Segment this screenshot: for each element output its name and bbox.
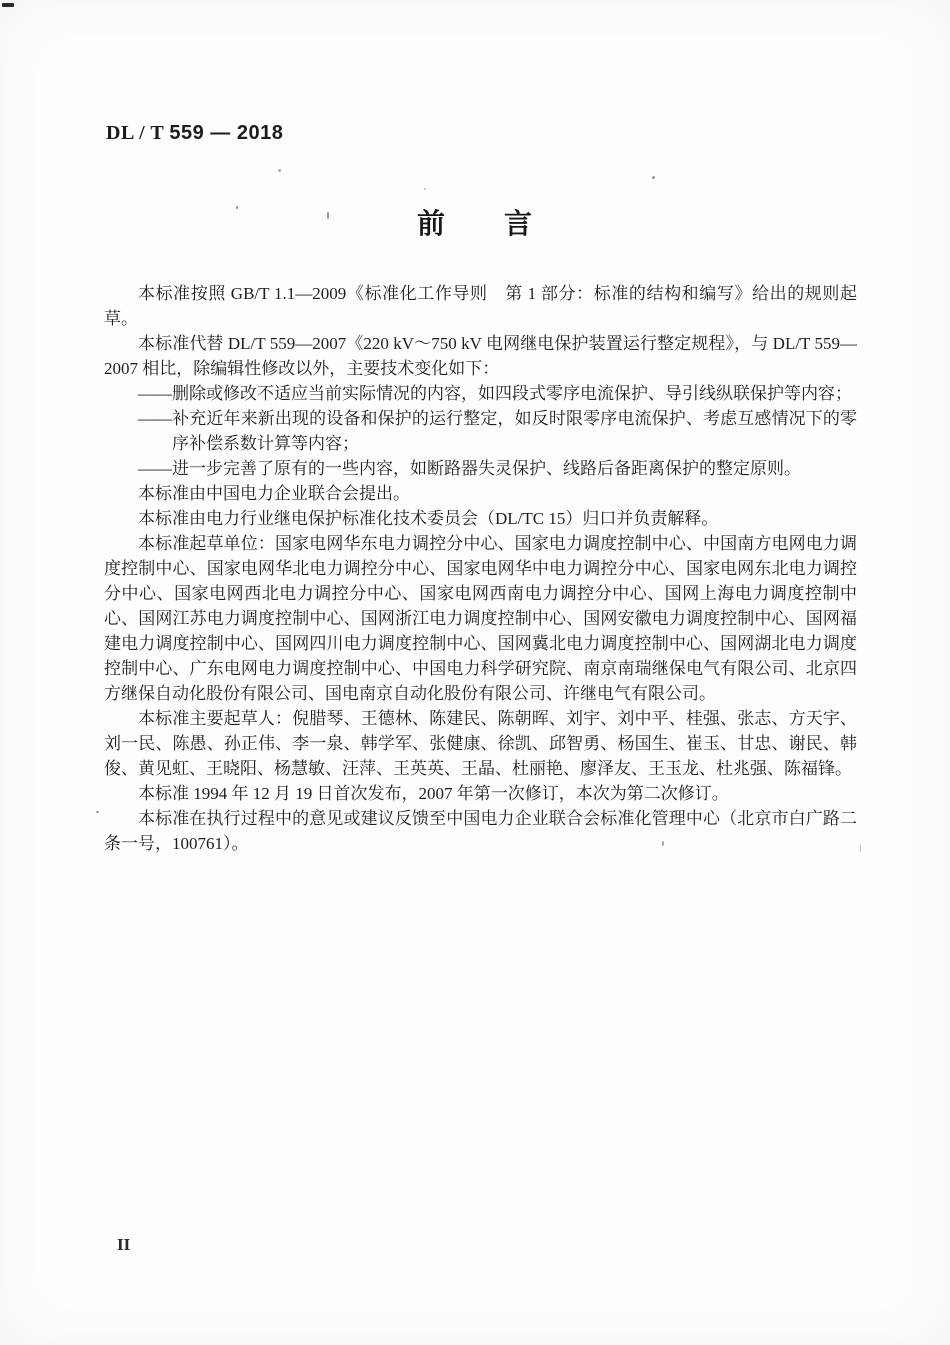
scan-speck (278, 169, 281, 172)
scan-speck (424, 188, 426, 190)
foreword-paragraph: 本标准主要起草人：倪腊琴、王德林、陈建民、陈朝晖、刘宇、刘中平、桂强、张志、方天宇、刘一民、陈愚、孙正伟、李一泉、韩学军、张健康、徐凯、邱智勇、杨国生、崔玉、甘忠、谢民、韩俊、黄见虹、王晓阳、杨慧敏、汪萍、王英英、王晶、杜丽艳、廖泽友、王玉龙、杜兆强、陈福锋。 (104, 709, 857, 778)
foreword-heading: 前 言 (416, 208, 533, 239)
foreword-change-item: ——进一步完善了原有的一些内容，如断路器失灵保护、线路后备距离保护的整定原则。 (138, 459, 801, 478)
foreword-paragraph: 本标准起草单位：国家电网华东电力调控分中心、国家电力调度控制中心、中国南方电网电力调度控制中心、国家电网华北电力调控分中心、国家电网华中电力调控分中心、国家电网东北电力调控分中心、国家电网西北电力调控分中心、国家电网西南电力调控分中心、国网上海电力调度控制中心、国网江苏电力调度控制中心、国网浙江电力调度控制中心、国网安徽电力调度控制中心、国网福建电力调度控制中心、国网四川电力调度控制中心、国网冀北电力调度控制中心、国网湖北电力调度控制中心、广东电网电力调度控制中心、中国电力科学研究院、南京南瑞继保电气有限公司、北京四方继保自动化股份有限公司、国电南京自动化股份有限公司、许继电气有限公司。 (104, 534, 857, 703)
foreword-paragraph: 本标准由中国电力企业联合会提出。 (138, 484, 410, 503)
scan-speck (652, 176, 655, 179)
page-number: II (117, 1235, 131, 1254)
standard-code-number: 559 — 2018 (169, 122, 284, 144)
foreword-change-item: ——补充近年来新出现的设备和保护的运行整定，如反时限零序电流保护、考虑互感情况下的零序补偿系数计算等内容； (138, 409, 857, 453)
foreword-paragraph: 本标准按照 GB/T 1.1—2009《标准化工作导则 第 1 部分：标准的结构和编写》给出的规则起草。 (104, 284, 857, 328)
foreword-body (104, 281, 857, 856)
standard-code (106, 122, 283, 145)
foreword-paragraph: 本标准代替 DL/T 559—2007《220 kV～750 kV 电网继电保护装置运行整定规程》，与 DL/T 559—2007 相比，除编辑性修改以外，主要技术变化如下： (104, 334, 857, 378)
scan-speck (96, 811, 99, 813)
scan-speck (860, 845, 861, 852)
foreword-paragraph: 本标准 1994 年 12 月 19 日首次发布，2007 年第一次修订，本次为第二次修订。 (138, 784, 729, 803)
foreword-paragraph: 本标准由电力行业继电保护标准化技术委员会（DL/TC 15）归口并负责解释。 (138, 509, 719, 528)
standard-code-prefix: DL / T (106, 122, 164, 144)
foreword-paragraph: 本标准在执行过程中的意见或建议反馈至中国电力企业联合会标准化管理中心（北京市白广路二条一号，100761）。 (104, 809, 857, 853)
foreword-change-item: ——删除或修改不适应当前实际情况的内容，如四段式零序电流保护、导引线纵联保护等内容； (138, 384, 852, 403)
scan-corner-mark (2, 3, 14, 7)
